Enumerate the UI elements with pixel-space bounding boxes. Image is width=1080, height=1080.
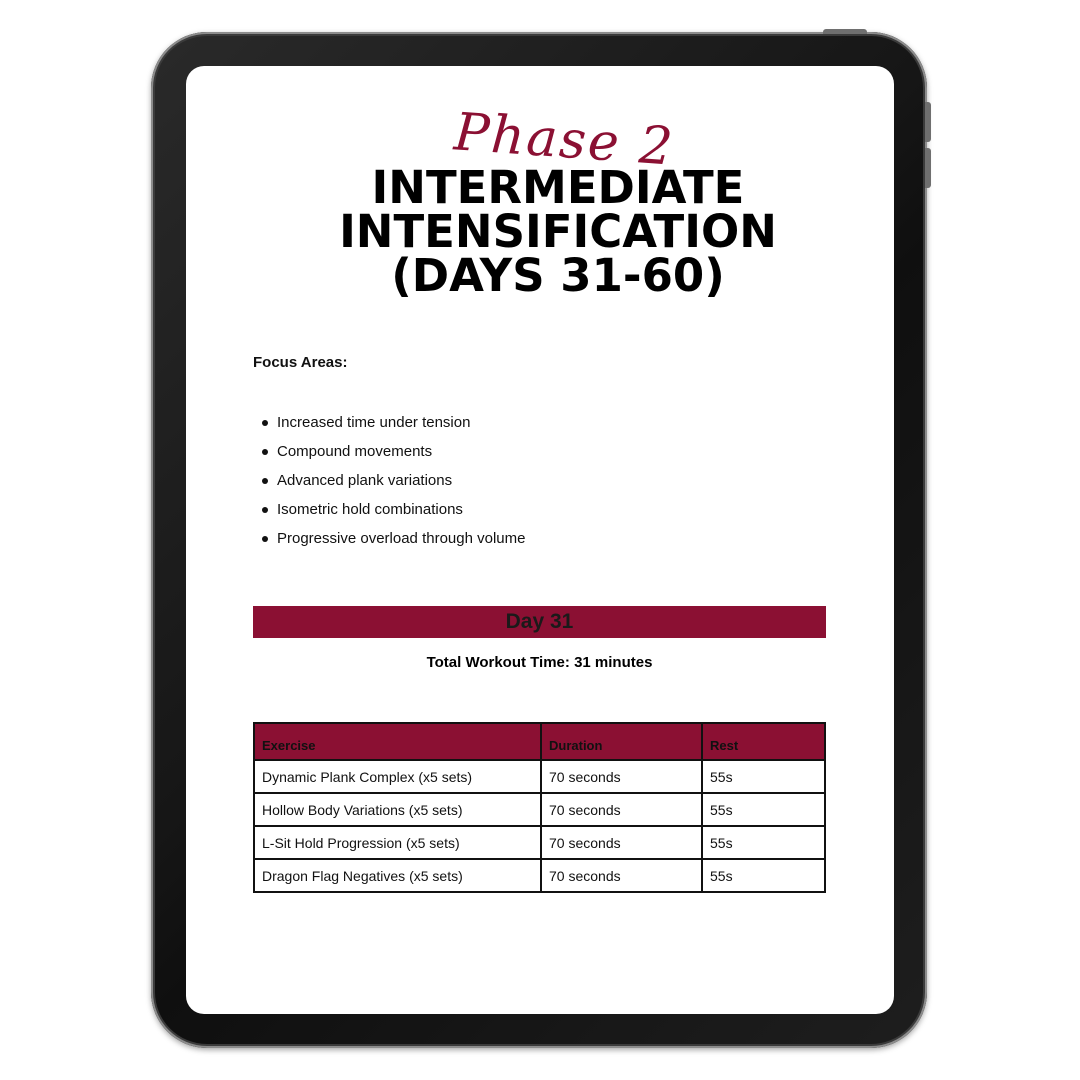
column-header-exercise: Exercise bbox=[254, 723, 541, 760]
page-title bbox=[186, 161, 894, 302]
focus-areas-list bbox=[253, 408, 525, 553]
list-item bbox=[253, 466, 525, 495]
bullet-icon bbox=[262, 420, 268, 426]
duration-cell: 70 seconds bbox=[541, 826, 702, 859]
table-row bbox=[254, 826, 825, 859]
table-row bbox=[254, 793, 825, 826]
tablet-frame bbox=[151, 32, 927, 1048]
exercise-cell: Hollow Body Variations (x5 sets) bbox=[254, 793, 541, 826]
rest-cell: 55s bbox=[702, 793, 825, 826]
rest-cell: 55s bbox=[702, 826, 825, 859]
rest-cell: 55s bbox=[702, 760, 825, 793]
volume-down-button bbox=[925, 148, 931, 188]
workout-table bbox=[253, 722, 826, 893]
focus-areas-heading: Focus Areas: bbox=[253, 354, 348, 371]
duration-cell: 70 seconds bbox=[541, 793, 702, 826]
duration-cell: 70 seconds bbox=[541, 760, 702, 793]
exercise-cell: Dynamic Plank Complex (x5 sets) bbox=[254, 760, 541, 793]
list-item-label: Compound movements bbox=[277, 443, 433, 460]
table-row bbox=[254, 859, 825, 892]
bullet-icon bbox=[262, 478, 268, 484]
list-item-label: Progressive overload through volume bbox=[277, 530, 526, 547]
list-item-label: Advanced plank variations bbox=[277, 472, 453, 489]
title-line-3: (DAYS 31-60) bbox=[391, 249, 725, 302]
column-header-rest: Rest bbox=[702, 723, 825, 760]
exercise-cell: L-Sit Hold Progression (x5 sets) bbox=[254, 826, 541, 859]
list-item bbox=[253, 437, 525, 466]
rest-cell: 55s bbox=[702, 859, 825, 892]
table-header-row bbox=[254, 723, 825, 760]
volume-up-button bbox=[925, 102, 931, 142]
exercise-cell: Dragon Flag Negatives (x5 sets) bbox=[254, 859, 541, 892]
list-item-label: Increased time under tension bbox=[277, 414, 471, 431]
duration-cell: 70 seconds bbox=[541, 859, 702, 892]
list-item bbox=[253, 408, 525, 437]
tablet-screen bbox=[186, 66, 894, 1014]
total-workout-time: Total Workout Time: 31 minutes bbox=[426, 654, 653, 671]
title-line-1: INTERMEDIATE bbox=[371, 161, 745, 214]
list-item-label: Isometric hold combinations bbox=[277, 501, 463, 518]
table-row bbox=[254, 760, 825, 793]
column-header-duration: Duration bbox=[541, 723, 702, 760]
title-line-2: INTENSIFICATION bbox=[339, 205, 777, 258]
list-item bbox=[253, 495, 525, 524]
list-item bbox=[253, 524, 525, 553]
bullet-icon bbox=[262, 507, 268, 513]
power-button bbox=[823, 29, 867, 34]
phase-script-label: Phase 2 bbox=[452, 102, 677, 178]
bullet-icon bbox=[262, 449, 268, 455]
day-banner: Day 31 bbox=[253, 606, 826, 638]
bullet-icon bbox=[262, 536, 268, 542]
